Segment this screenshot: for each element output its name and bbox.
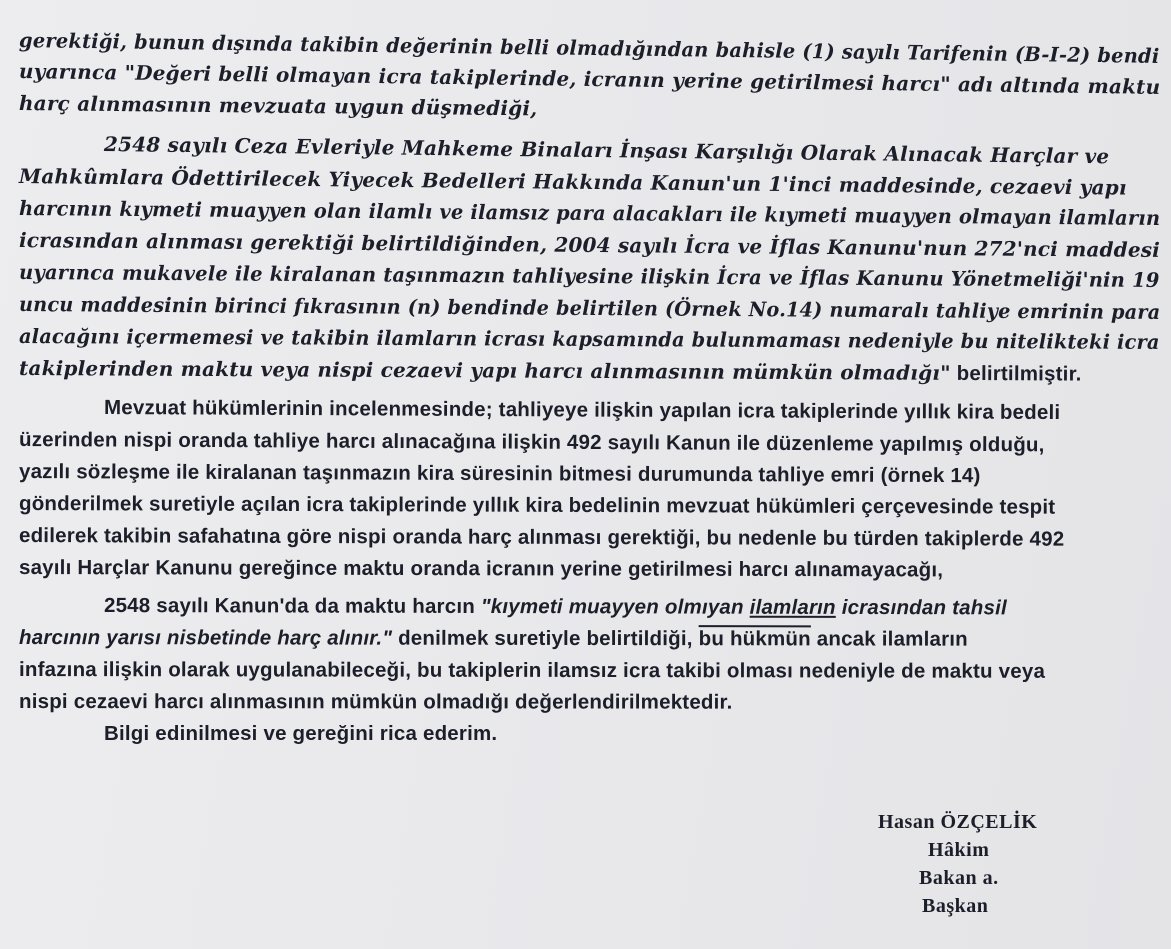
paragraph-4-line-2-marked: bu hükmün [698,627,811,651]
signature-name: Hasan ÖZÇELİK [878,811,1038,833]
paragraph-4-line-4: nispi cezaevi harcı alınmasının mümkün olmadığı değerlendirilmektedir. [18,690,733,714]
paragraph-4-line-1-plain: 2548 sayılı Kanun'da da maktu harcın [103,594,481,618]
paragraph-3-line-1: Mevzuat hükümlerinin incelenmesinde; tahliyeye ilişkin yapılan icra takiplerinde yıllık kira bedeli [103,396,1061,425]
paragraph-2-line-8-italic: takiplerinden maktu veya nispi cezaevi yapı harcı alınmasının mümkün olmadığı" [18,356,951,385]
paragraph-2-line-1: 2548 sayılı Ceza Evleriyle Mahkeme Binaları İnşası Karşılığı Olarak Alınacak Harçlar ve [103,132,1110,169]
paragraph-3-line-5: edilerek takibin safahatına göre nispi oranda harç alınması gerektiği, bu nedenle bu türden takiplerde 492 [18,524,1065,551]
paragraph-2-line-6: uncu maddesinin birinci fıkrasının (n) bendinde belirtilen (Örnek No.14) numaralı tahliye emrinin para [18,292,1161,324]
paragraph-2-line-8-plain: belirtilmiştir. [950,361,1082,386]
paragraph-4-line-2-italic: harcının yarısı nisbetinde harç alınır." [18,626,393,650]
paragraph-3-line-4: gönderilmek suretiyle açılan icra takiplerinde yıllık kira bedelinin mevzuat hükümleri çerçevesinde tespit [18,492,1056,519]
paragraph-4-line-2-plain: denilmek suretiyle belirtildiği, [392,626,699,651]
paragraph-3-line-6: sayılı Harçlar Kanunu gereğince maktu oranda icranın yerine getirilmesi harcı alınamayacağı, [18,556,944,582]
paragraph-4-line-1-italic: "kıymeti muayyen olmıyan [480,594,750,619]
paragraph-2-line-4: icrasından alınması gerektiği belirtildiğinden, 2004 sayılı İcra ve İflas Kanunu'nun 272'nci maddesi [18,228,1161,262]
closing-line: Bilgi edinilmesi ve gereğini rica ederim. [104,722,498,745]
paragraph-3-line-3: yazılı sözleşme ile kiralanan taşınmazın kira süresinin bitmesi durumunda tahliye emri (örnek 14) [18,460,981,488]
signature-title-2: Bakan a. [919,867,999,889]
paragraph-4-line-1-italic-end: icrasından tahsil [835,595,1007,620]
paragraph-3-line-2: üzerinden nispi oranda tahliye harcı alınacağına ilişkin 492 sayılı Kanun ile düzenleme yapılmış olduğu, [18,428,1045,457]
paragraph-4-line-2 [19,628,968,650]
paragraph-2-line-8 [19,358,1082,385]
paragraph-4-line-1-underlined: ilamların [749,595,836,619]
signature-title-1: Hâkim [928,839,990,861]
paragraph-2-line-3: harcının kıymeti muayyen olan ilamlı ve ilamsız para alacakları ile kıymeti muayyen olmayan ilamların [18,196,1161,230]
signature-title-3: Başkan [922,895,989,917]
paragraph-2-line-2: Mahkûmlara Ödettirilecek Yiyecek Bedelleri Hakkında Kanun'un 1'inci maddesinde, cezaevi yapı [18,164,1127,200]
paragraph-4-line-2-end: ancak ilamların [810,627,968,651]
paragraph-4-line-3: infazına ilişkin olarak uygulanabileceği, bu takiplerin ilamsız icra takibi olması nedeniyle de maktu veya [18,658,1046,683]
paragraph-4-line-1 [104,596,1007,619]
paragraph-2-line-5: uyarınca mukavele ile kiralanan taşınmazın tahliyesine ilişkin İcra ve İflas Kanunu Yönetmeliği'nin 19 [18,260,1160,292]
paragraph-1-line-1: gerektiği, bunun dışında takibin değerinin belli olmadığından bahisle (1) sayılı Tarifenin (B-I-2) bendi [18,28,1160,68]
paragraph-1-line-3: harç alınmasının mevzuata uygun düşmediği, [18,91,538,121]
paragraph-1-line-2: uyarınca "Değeri belli olmayan icra takiplerinde, icranın yerine getirilmesi harcı" adı altında maktu [18,59,1161,99]
paragraph-2-line-7: alacağını içermemesi ve takibin ilamların icrası kapsamında bulunmaması nedeniyle bu nitelikteki icra [18,324,1160,354]
